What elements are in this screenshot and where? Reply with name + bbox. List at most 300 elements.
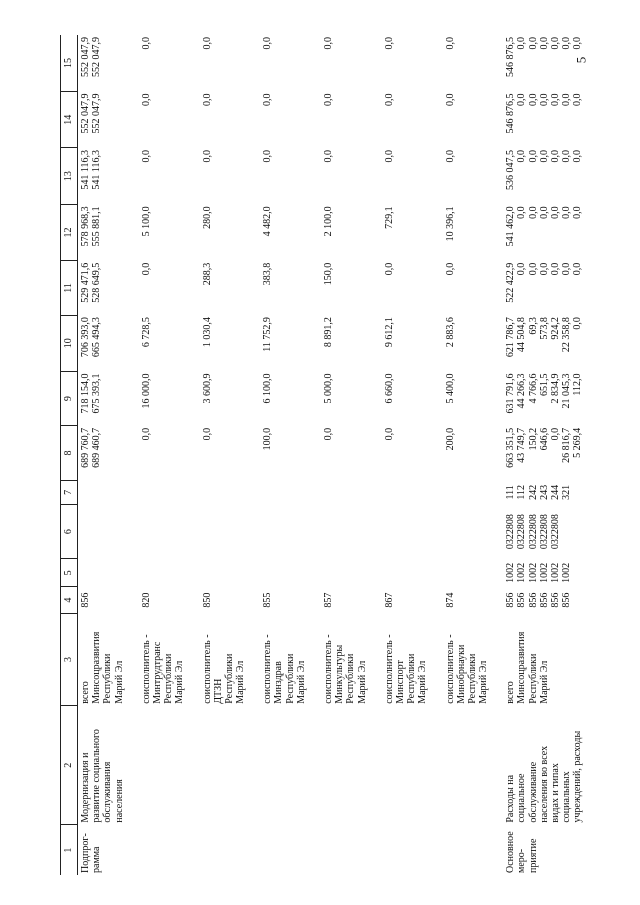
cell-text bbox=[445, 708, 456, 823]
cell-text bbox=[445, 37, 456, 90]
cell-line: 112 bbox=[516, 485, 528, 500]
cell-text bbox=[323, 373, 334, 423]
cell-col-1 bbox=[503, 825, 597, 875]
cell-text bbox=[141, 615, 186, 704]
cell-line: 6 100,0 bbox=[262, 373, 274, 404]
cell-line: 856 bbox=[516, 592, 528, 608]
cell-text bbox=[202, 428, 213, 478]
cell-line: 288,3 bbox=[201, 262, 213, 286]
cell-line: 552 047,9 bbox=[91, 37, 103, 77]
cell-line bbox=[384, 561, 395, 585]
cell-col-2 bbox=[443, 706, 504, 825]
cell-line: 112,0 bbox=[572, 373, 584, 396]
cell-text bbox=[141, 206, 152, 258]
cell-text bbox=[80, 94, 102, 146]
table-row bbox=[78, 35, 139, 875]
cell-col-4 bbox=[78, 587, 139, 613]
cell-line bbox=[323, 708, 334, 823]
cell-col-12 bbox=[78, 204, 139, 260]
cell-line: 0322808 bbox=[538, 514, 550, 550]
cell-text bbox=[80, 561, 91, 585]
table-row bbox=[503, 35, 597, 875]
cell-col-13 bbox=[139, 148, 200, 204]
cell-line: 0,0 bbox=[572, 93, 584, 107]
cell-col-10 bbox=[139, 315, 200, 371]
cell-col-3 bbox=[503, 613, 597, 706]
cell-line bbox=[141, 827, 152, 873]
cell-line: 0,0 bbox=[538, 206, 550, 219]
cell-text bbox=[262, 482, 273, 502]
cell-line: 0,0 bbox=[383, 262, 395, 276]
cell-col-11 bbox=[200, 261, 261, 315]
cell-line: 0,0 bbox=[561, 262, 573, 276]
cell-col-7 bbox=[78, 480, 139, 504]
column-header-12: 12 bbox=[61, 204, 78, 260]
cell-text bbox=[445, 482, 456, 502]
cell-line: Модернизация и bbox=[80, 752, 91, 823]
cell-line: 528 649,5 bbox=[91, 262, 103, 303]
cell-line bbox=[262, 506, 273, 556]
cell-col-7 bbox=[200, 480, 261, 504]
cell-text bbox=[141, 482, 152, 502]
cell-text bbox=[445, 506, 456, 556]
cell-line: 2 883,6 bbox=[444, 317, 456, 348]
cell-line bbox=[80, 561, 91, 585]
cell-line: 383,8 bbox=[262, 262, 274, 286]
cell-col-11 bbox=[443, 261, 504, 315]
cell-line: 0322808 bbox=[550, 514, 561, 550]
cell-col-3 bbox=[382, 613, 443, 706]
cell-text bbox=[202, 206, 213, 258]
cell-line: 0,0 bbox=[262, 149, 274, 163]
cell-line: 2 100,0 bbox=[323, 206, 334, 237]
cell-text bbox=[141, 708, 152, 823]
cell-line: 1002 bbox=[561, 562, 573, 583]
cell-text bbox=[323, 263, 334, 313]
cell-text bbox=[202, 615, 247, 704]
cell-col-3 bbox=[321, 613, 382, 706]
cell-col-14 bbox=[260, 92, 321, 148]
table-row bbox=[139, 35, 200, 875]
cell-text bbox=[445, 263, 456, 313]
cell-line: Республики bbox=[527, 653, 539, 704]
cell-line: 5 100,0 bbox=[140, 206, 152, 237]
cell-text bbox=[80, 373, 102, 423]
cell-line: всего bbox=[80, 681, 91, 704]
cell-line: 2 834,9 bbox=[550, 373, 561, 404]
table-row bbox=[382, 35, 443, 875]
cell-line: населения bbox=[113, 779, 125, 823]
cell-col-13 bbox=[503, 148, 597, 204]
cell-line bbox=[141, 708, 152, 823]
cell-text bbox=[141, 506, 152, 556]
cell-line: 1002 bbox=[516, 562, 528, 583]
cell-text bbox=[505, 37, 583, 90]
cell-col-9 bbox=[443, 371, 504, 425]
cell-text bbox=[80, 150, 102, 202]
column-header-4: 4 bbox=[61, 587, 78, 613]
cell-text bbox=[505, 206, 583, 258]
cell-col-2 bbox=[382, 706, 443, 825]
cell-col-4 bbox=[443, 587, 504, 613]
cell-text bbox=[80, 589, 91, 611]
cell-line: 26 816,7 bbox=[561, 427, 573, 463]
column-header-11: 11 bbox=[61, 261, 78, 315]
cell-col-6 bbox=[260, 504, 321, 558]
cell-line: 706 393,0 bbox=[80, 317, 91, 358]
cell-line: 0322808 bbox=[505, 514, 517, 550]
cell-line bbox=[262, 708, 273, 823]
cell-line bbox=[445, 506, 456, 556]
cell-text bbox=[505, 589, 572, 611]
cell-line: населения во всех bbox=[538, 745, 550, 823]
cell-col-13 bbox=[443, 148, 504, 204]
cell-line: соисполнитель - bbox=[444, 634, 456, 704]
cell-line: 0,0 bbox=[538, 37, 550, 50]
cell-col-4 bbox=[200, 587, 261, 613]
cell-text bbox=[384, 373, 395, 423]
cell-text bbox=[262, 561, 273, 585]
cell-line: 0,0 bbox=[538, 93, 550, 107]
cell-col-1 bbox=[382, 825, 443, 875]
cell-line: учреждений, расходы bbox=[572, 730, 584, 823]
budget-table-sheet bbox=[60, 35, 584, 875]
column-header-9: 9 bbox=[61, 371, 78, 425]
cell-col-3 bbox=[78, 613, 139, 706]
cell-col-8 bbox=[443, 426, 504, 480]
cell-text bbox=[384, 206, 395, 258]
cell-text bbox=[202, 482, 213, 502]
cell-col-9 bbox=[200, 371, 261, 425]
cell-col-7 bbox=[321, 480, 382, 504]
cell-col-14 bbox=[200, 92, 261, 148]
cell-col-3 bbox=[443, 613, 504, 706]
cell-col-6 bbox=[78, 504, 139, 558]
cell-text bbox=[384, 482, 395, 502]
cell-text bbox=[384, 94, 395, 146]
column-header-13: 13 bbox=[61, 148, 78, 204]
cell-line: 280,0 bbox=[201, 206, 213, 229]
cell-line: 0,0 bbox=[561, 149, 573, 163]
cell-text bbox=[80, 206, 102, 258]
cell-text bbox=[202, 506, 213, 556]
cell-line: 546 876,5 bbox=[505, 93, 517, 134]
cell-text bbox=[505, 708, 583, 823]
cell-line: 0,0 bbox=[572, 149, 584, 163]
cell-col-9 bbox=[382, 371, 443, 425]
cell-text bbox=[445, 615, 490, 704]
cell-col-15 bbox=[78, 35, 139, 92]
cell-line: соисполнитель - bbox=[201, 634, 213, 704]
cell-text bbox=[323, 589, 334, 611]
cell-line: Марий Эл bbox=[174, 660, 186, 704]
cell-line: 1002 bbox=[550, 562, 561, 583]
cell-line: 1002 bbox=[505, 562, 517, 583]
cell-line: 0,0 bbox=[527, 206, 539, 219]
cell-line: 0,0 bbox=[516, 206, 528, 219]
cell-col-14 bbox=[78, 92, 139, 148]
cell-text bbox=[202, 708, 213, 823]
cell-line: 4 766,6 bbox=[527, 373, 539, 404]
cell-line: 0,0 bbox=[561, 37, 573, 50]
cell-text bbox=[323, 827, 334, 873]
column-header-3: 3 bbox=[61, 613, 78, 706]
table-row bbox=[200, 35, 261, 875]
cell-line: 1002 bbox=[527, 562, 539, 583]
cell-line: 0,0 bbox=[550, 427, 561, 441]
cell-col-5 bbox=[78, 559, 139, 587]
cell-col-1 bbox=[260, 825, 321, 875]
cell-col-10 bbox=[78, 315, 139, 371]
cell-col-11 bbox=[260, 261, 321, 315]
cell-text bbox=[262, 589, 273, 611]
cell-text bbox=[323, 708, 334, 823]
cell-col-6 bbox=[139, 504, 200, 558]
cell-text bbox=[323, 206, 334, 258]
cell-text bbox=[80, 506, 91, 556]
cell-text bbox=[384, 615, 429, 704]
column-header-7: 7 bbox=[61, 480, 78, 504]
cell-text bbox=[445, 428, 456, 478]
cell-line bbox=[202, 827, 213, 873]
cell-line: 0,0 bbox=[550, 206, 561, 219]
cell-line: 689 760,7 bbox=[80, 427, 91, 468]
cell-col-5 bbox=[382, 559, 443, 587]
cell-text bbox=[384, 37, 395, 90]
cell-col-7 bbox=[382, 480, 443, 504]
cell-line: 856 bbox=[80, 592, 91, 608]
cell-text bbox=[80, 317, 102, 369]
cell-text bbox=[202, 589, 213, 611]
cell-col-10 bbox=[260, 315, 321, 371]
cell-line bbox=[445, 482, 456, 502]
cell-line: обслуживания bbox=[102, 761, 114, 823]
cell-line: 0322808 bbox=[516, 514, 528, 550]
cell-line: 21 045,3 bbox=[561, 373, 573, 409]
cell-line: 552 047,9 bbox=[80, 37, 91, 77]
cell-text bbox=[80, 37, 102, 90]
cell-line bbox=[323, 561, 334, 585]
cell-line: 0,0 bbox=[527, 149, 539, 163]
cell-col-11 bbox=[503, 261, 597, 315]
cell-col-11 bbox=[78, 261, 139, 315]
cell-text bbox=[141, 263, 152, 313]
cell-text bbox=[262, 615, 307, 704]
cell-col-9 bbox=[139, 371, 200, 425]
cell-col-12 bbox=[503, 204, 597, 260]
cell-text bbox=[445, 94, 456, 146]
cell-line: 0,0 bbox=[383, 93, 395, 107]
cell-text bbox=[505, 506, 561, 556]
cell-line: 665 494,3 bbox=[91, 317, 103, 358]
cell-line: 150,0 bbox=[323, 262, 334, 286]
cell-line: 0,0 bbox=[444, 37, 456, 50]
cell-line: 874 bbox=[444, 592, 456, 608]
cell-line: 200,0 bbox=[444, 427, 456, 451]
cell-text bbox=[445, 317, 456, 369]
cell-line: Марий Эл bbox=[356, 660, 368, 704]
cell-text bbox=[141, 37, 152, 90]
cell-col-8 bbox=[382, 426, 443, 480]
cell-text bbox=[384, 263, 395, 313]
cell-line: 0,0 bbox=[262, 93, 274, 107]
cell-text bbox=[323, 317, 334, 369]
cell-line: Расходы на bbox=[505, 774, 517, 823]
cell-text bbox=[384, 561, 395, 585]
cell-line: 8 891,2 bbox=[323, 317, 334, 348]
cell-line: 0,0 bbox=[140, 37, 152, 50]
cell-col-14 bbox=[139, 92, 200, 148]
cell-line: 689 460,7 bbox=[91, 427, 103, 468]
cell-line: 111 bbox=[505, 485, 517, 500]
cell-col-9 bbox=[260, 371, 321, 425]
column-header-6: 6 bbox=[61, 504, 78, 558]
cell-col-3 bbox=[200, 613, 261, 706]
cell-text bbox=[202, 150, 213, 202]
cell-col-15 bbox=[139, 35, 200, 92]
cell-col-15 bbox=[382, 35, 443, 92]
cell-line: 856 bbox=[550, 592, 561, 608]
cell-col-10 bbox=[200, 315, 261, 371]
cell-col-2 bbox=[139, 706, 200, 825]
cell-line bbox=[80, 506, 91, 556]
cell-col-11 bbox=[139, 261, 200, 315]
cell-line: 321 bbox=[561, 484, 573, 500]
cell-col-1 bbox=[443, 825, 504, 875]
cell-text bbox=[80, 428, 102, 478]
cell-text bbox=[262, 206, 273, 258]
cell-col-8 bbox=[503, 426, 597, 480]
cell-line: 0,0 bbox=[538, 149, 550, 163]
cell-text bbox=[445, 589, 456, 611]
cell-text bbox=[141, 373, 152, 423]
cell-line: 242 bbox=[527, 484, 539, 500]
column-header-14: 14 bbox=[61, 92, 78, 148]
cell-line: Минспорт bbox=[394, 660, 406, 704]
cell-text bbox=[445, 561, 456, 585]
cell-text bbox=[323, 615, 368, 704]
cell-line: Минздрав bbox=[273, 661, 285, 704]
cell-line: 0,0 bbox=[383, 427, 395, 441]
cell-col-10 bbox=[382, 315, 443, 371]
cell-line: 0,0 bbox=[201, 93, 213, 107]
cell-line: Минобрнауки bbox=[455, 644, 467, 704]
cell-line bbox=[202, 708, 213, 823]
cell-line: 243 bbox=[538, 484, 550, 500]
cell-col-10 bbox=[321, 315, 382, 371]
cell-line: Минтрудтранс bbox=[151, 641, 163, 704]
cell-line: Основное bbox=[505, 831, 517, 873]
cell-text bbox=[262, 827, 273, 873]
cell-line: 6 660,0 bbox=[383, 373, 395, 404]
cell-line bbox=[202, 506, 213, 556]
cell-line bbox=[141, 506, 152, 556]
cell-line: 0,0 bbox=[140, 262, 152, 276]
column-header-10: 10 bbox=[61, 315, 78, 371]
cell-col-13 bbox=[260, 148, 321, 204]
cell-line: 10 396,1 bbox=[444, 206, 456, 242]
cell-text bbox=[505, 263, 583, 313]
cell-line: 0,0 bbox=[323, 93, 334, 107]
cell-text bbox=[384, 150, 395, 202]
cell-col-6 bbox=[321, 504, 382, 558]
cell-line bbox=[141, 561, 152, 585]
column-header-1: 1 bbox=[61, 825, 78, 875]
cell-line bbox=[384, 708, 395, 823]
cell-text bbox=[141, 428, 152, 478]
cell-line: 0,0 bbox=[140, 427, 152, 441]
cell-line: 0,0 bbox=[572, 37, 584, 50]
cell-line: 0,0 bbox=[444, 262, 456, 276]
table-row bbox=[443, 35, 504, 875]
cell-text bbox=[141, 150, 152, 202]
cell-text bbox=[505, 428, 583, 478]
cell-col-12 bbox=[139, 204, 200, 260]
cell-line: 0,0 bbox=[516, 37, 528, 50]
cell-line: 555 881,1 bbox=[91, 206, 103, 247]
cell-text bbox=[445, 206, 456, 258]
cell-line: 44 266,3 bbox=[516, 373, 528, 409]
cell-line: 1002 bbox=[538, 562, 550, 583]
cell-text bbox=[505, 827, 539, 873]
column-header-2: 2 bbox=[61, 706, 78, 825]
cell-col-2 bbox=[200, 706, 261, 825]
cell-line: 150,2 bbox=[527, 427, 539, 451]
cell-col-6 bbox=[503, 504, 597, 558]
cell-line: 69,3 bbox=[527, 317, 539, 335]
cell-line: 0,0 bbox=[550, 262, 561, 276]
cell-line: видах и типах bbox=[550, 763, 561, 823]
cell-line: 9 612,1 bbox=[383, 317, 395, 348]
cell-line: 44 504,8 bbox=[516, 317, 528, 353]
cell-line: соисполнитель - bbox=[262, 634, 274, 704]
cell-line: соисполнитель - bbox=[323, 634, 334, 704]
cell-line: 856 bbox=[561, 592, 573, 608]
cell-line: 0,0 bbox=[516, 93, 528, 107]
cell-col-2 bbox=[503, 706, 597, 825]
cell-line bbox=[384, 827, 395, 873]
cell-line: 631 791,6 bbox=[505, 373, 517, 414]
cell-line: 16 000,0 bbox=[140, 373, 152, 409]
cell-text bbox=[505, 482, 572, 502]
cell-line: Марий Эл bbox=[417, 660, 429, 704]
cell-line: 1 030,4 bbox=[201, 317, 213, 348]
cell-col-2 bbox=[260, 706, 321, 825]
cell-text bbox=[262, 150, 273, 202]
cell-line: 820 bbox=[140, 592, 152, 608]
cell-text bbox=[384, 708, 395, 823]
cell-line: обслуживание bbox=[527, 761, 539, 823]
cell-line bbox=[141, 482, 152, 502]
cell-line bbox=[202, 482, 213, 502]
cell-line bbox=[262, 482, 273, 502]
cell-col-4 bbox=[321, 587, 382, 613]
cell-line: 0,0 bbox=[572, 262, 584, 276]
cell-col-7 bbox=[443, 480, 504, 504]
cell-line: Республики bbox=[102, 653, 114, 704]
cell-line: 729,1 bbox=[383, 206, 395, 229]
cell-line: 621 786,7 bbox=[505, 317, 517, 358]
cell-text bbox=[445, 150, 456, 202]
cell-line: 0,0 bbox=[516, 149, 528, 163]
cell-col-4 bbox=[260, 587, 321, 613]
cell-text bbox=[202, 37, 213, 90]
cell-text bbox=[505, 373, 583, 423]
cell-line: ДТЗН bbox=[212, 678, 224, 704]
cell-line bbox=[445, 827, 456, 873]
cell-col-14 bbox=[321, 92, 382, 148]
cell-line bbox=[202, 561, 213, 585]
